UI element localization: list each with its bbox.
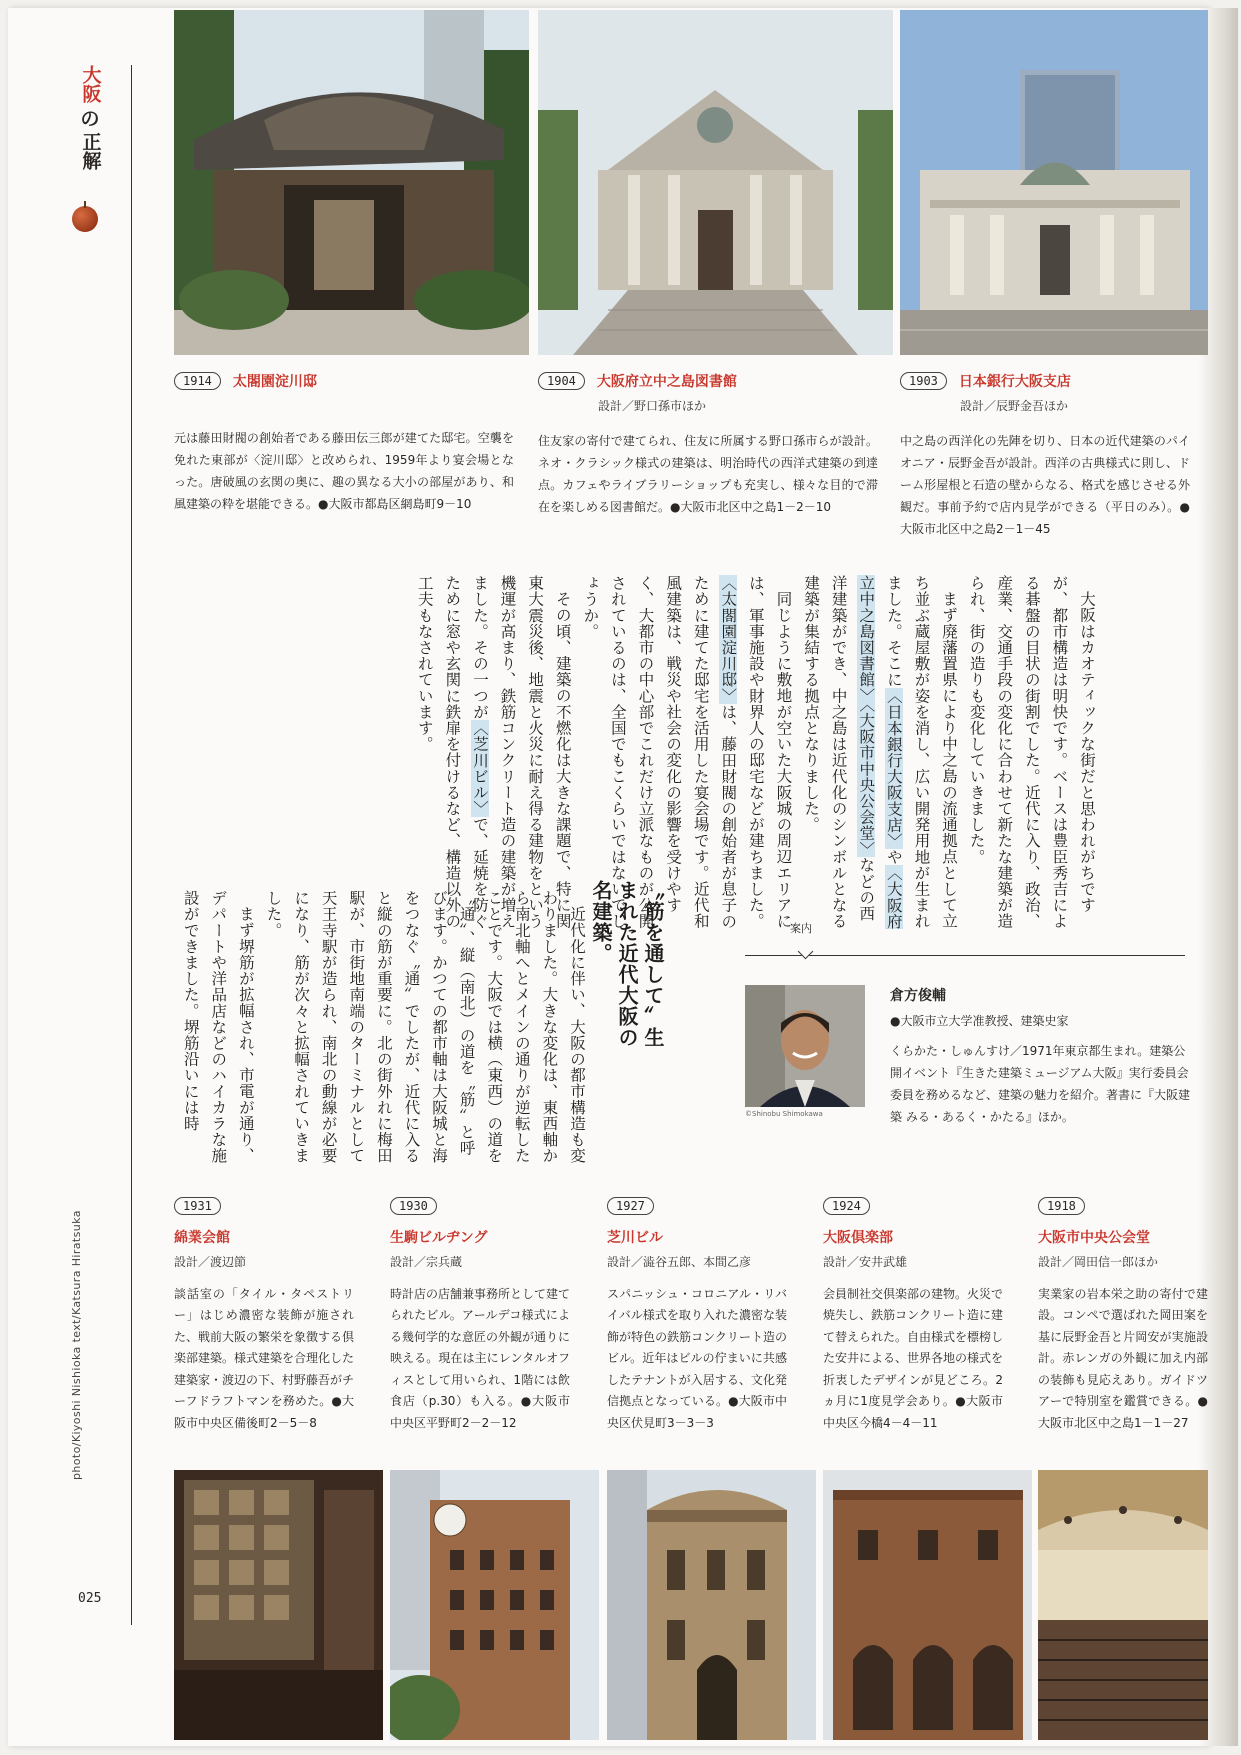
guide-title: ●大阪市立大学准教授、建築史家 <box>890 1014 1069 1028</box>
caption-shibakawa <box>607 1195 787 1434</box>
guide-portrait <box>745 985 865 1107</box>
article-text: その頃、建築の不燃化は大きな課題で、特に関東大震災後、地震と火災に耐え得る建物をという機運が高まり、鉄筋コンクリート造の建築が増えました。その一つが <box>470 575 572 930</box>
guide-label: 案内 <box>790 922 812 935</box>
description: スパニッシュ・コロニアル・リバイバル様式を取り入れた濃密な装飾が特色の鉄筋コンクリート造のビル。近年はビルの佇まいに共感したテナントが入居する、文化発信拠点となっている。●大阪市中央区伏見町3－3－3 <box>607 1286 787 1430</box>
article-upper <box>170 575 1100 930</box>
highlight-library: 〈大阪府立中之島図書館〉 <box>857 575 903 930</box>
building-name: 大阪府立中之島図書館 <box>596 373 737 390</box>
credit-text: photo/Kiyoshi Nishioka text/Katsura Hiratsuka <box>70 1210 83 1480</box>
article-text: で、延焼を防ぐために窓や玄関に鉄扉を付けるなど、構造以外の工夫もなされています。 <box>415 575 489 930</box>
building-name: 太閤園淀川邸 <box>232 373 317 390</box>
caption-ikoma <box>390 1195 570 1434</box>
series-title-line1: 大阪 <box>79 65 102 103</box>
highlight-public-hall: 〈大阪市中央公会堂〉 <box>857 703 876 858</box>
description: 実業家の岩本栄之助の寄付で建設。コンペで選ばれた岡田案を基に辰野金吾と片岡安が実施設計。赤レンガの外観に加え内部の装飾も見応えあり。ガイドツアーで特別室を鑑賞できる。●大阪市北区中之島1－1－27 <box>1038 1286 1208 1430</box>
article-text: は、藤田財閥の創始者が息子のために建てた邸宅を活用した宴会場です。近代和風建築は、戦災や社会の変化の影響を受けやすく、大都市の中心部でこれだけ立派なものが公開されているのは、全国でもこくらいではないでしょうか。 <box>581 575 738 930</box>
caption-taikoen <box>174 370 514 515</box>
article-lower <box>170 890 590 1165</box>
caption-mengyo <box>174 1195 354 1434</box>
photo-public-hall-interior <box>1038 1470 1208 1740</box>
year-badge: 1931 <box>174 1197 221 1215</box>
article-paragraph <box>259 890 590 1165</box>
article-text: 大阪はカオティックな街だと思われがちですが、都市構造は明快です。ベースは豊臣秀吉による碁盤の目状の街割でした。近代に入り、政治、産業、交通手段の変化に合わせて新たな建築が造られ、街の造りも変化していきました。 <box>967 575 1096 930</box>
caption-osaka-club <box>823 1195 1003 1434</box>
article-text: などの西洋建築ができ、中之島は近代化のシンボルとなる建築が集結する拠点となりました。 <box>802 575 876 930</box>
apple-icon <box>72 206 98 232</box>
article-paragraph <box>410 575 576 930</box>
photo-ikoma-building <box>390 1470 599 1740</box>
page-number: 025 <box>78 1591 102 1606</box>
description: 住友家の寄付で建てられ、住友に所属する野口孫市らが設計。ネオ・クラシック様式の建築は、明治時代の西洋式建築の到達点。カフェやライブラリーショップも充実し、様々な目的で滞在を楽しめる図書館だ。●大阪市北区中之島1－2－10 <box>538 433 878 514</box>
highlight-shibakawa: 〈芝川ビル〉 <box>470 719 489 817</box>
article-text: や <box>884 848 903 865</box>
building-name: 日本銀行大阪支店 <box>958 373 1071 390</box>
photo-taikoen-yodogawa <box>174 10 529 355</box>
article-paragraph <box>176 890 259 1165</box>
photo-shibakawa-building <box>607 1470 816 1740</box>
caption-public-hall <box>1038 1195 1208 1434</box>
year-badge: 1914 <box>174 372 221 390</box>
designer: 設計／岡田信一郎ほか <box>1038 1254 1159 1269</box>
article-text: 同じように敷地が空いた大阪城の周辺エリアには、軍事施設や財界人の邸宅などが建ちました。 <box>746 575 793 930</box>
designer: 設計／澁谷五郎、本間乙彦 <box>607 1254 752 1269</box>
designer <box>174 397 514 411</box>
article-paragraph <box>796 575 962 930</box>
year-badge: 1927 <box>607 1197 654 1215</box>
description: 談話室の「タイル・タペストリー」はじめ濃密な装飾が施された、戦前大阪の繁栄を象徴する倶楽部建築。様式建築を合理化した建築家・渡辺の下、村野藤吾がチーフドラフトマンを務めた。●大阪市中央区備後町2－5－8 <box>174 1286 355 1430</box>
guide-name: 倉方俊輔 <box>890 988 946 1004</box>
description: 時計店の店舗兼事務所として建てられたビル。アールデコ様式による幾何学的な意匠の外観が通りに映える。現在は主にレンタルオフィスとして用いられ、1階には飲食店（p.30）も入る。●大阪市中央区平野町2－2－12 <box>390 1286 571 1430</box>
photo-mengyo-interior <box>174 1470 383 1740</box>
caption-boj <box>900 370 1190 540</box>
designer: 設計／宗兵蔵 <box>390 1254 463 1269</box>
article-paragraph <box>576 575 797 930</box>
description: 元は藤田財閥の創始者である藤田伝三郎が建てた邸宅。空襲を免れた東部が〈淀川邸〉と改められ、1959年より宴会場となった。唐破風の玄関の奥に、趣の異なる大小の部屋があり、和風建築の粋を堪能できる。●大阪市都島区網島町9－10 <box>174 430 514 511</box>
guide-photo-credit: ©Shinobu Shimokawa <box>745 1110 823 1118</box>
designer: 設計／辰野金吾ほか <box>960 398 1069 413</box>
designer: 設計／野口孫市ほか <box>598 398 707 413</box>
sidebar-rule <box>131 65 132 1625</box>
year-badge: 1918 <box>1038 1197 1085 1215</box>
article-text: まず廃藩置県により中之島の流通拠点として立ち並ぶ蔵屋敷が姿を消し、広い開発用地が生まれました。そこに <box>884 575 959 930</box>
year-badge: 1930 <box>390 1197 437 1215</box>
series-title-no: の <box>80 108 100 130</box>
article-text: まず堺筋が拡幅され、市電が通り、デパートや洋品店などのハイカラな施設ができました。堺筋沿いには時 <box>181 890 255 1164</box>
year-badge: 1924 <box>823 1197 870 1215</box>
building-name: 芝川ビル <box>607 1229 663 1246</box>
year-badge: 1904 <box>538 372 585 390</box>
caption-library <box>538 370 878 518</box>
designer: 設計／渡辺節 <box>174 1254 247 1269</box>
section-heading: 〝筋を通して〟生まれた近代大阪の名建築。 <box>589 880 665 1048</box>
highlight-boj: 〈日本銀行大阪支店〉 <box>884 687 903 849</box>
building-name: 綿業会館 <box>174 1229 230 1246</box>
description: 会員制社交倶楽部の建物。火災で焼失し、鉄筋コンクリート造に建て替えられた。自由様式を標榜した安井による、世界各地の様式を折衷したデザインが見どころ。2ヵ月に1度見学会あり。●大阪市中央区今橋4－4－11 <box>823 1286 1004 1430</box>
description: 中之島の西洋化の先陣を切り、日本の近代建築のパイオニア・辰野金吾が設計。西洋の古典様式に則し、ドーム形屋根と石造の壁からなる、格式を感じさせる外観だ。事前予約で店内見学ができる（平日のみ）。●大阪市北区中之島2－1－45 <box>900 433 1190 536</box>
photo-nakanoshima-library <box>538 10 893 355</box>
photo-text-credit <box>70 1210 100 1480</box>
guide-rule <box>745 955 1185 956</box>
series-title <box>70 65 110 174</box>
photo-osaka-club <box>823 1470 1032 1740</box>
building-name: 生駒ビルヂング <box>390 1229 488 1246</box>
year-badge: 1903 <box>900 372 947 390</box>
designer: 設計／安井武雄 <box>823 1254 908 1269</box>
photo-boj-osaka <box>900 10 1208 355</box>
article-text: 近代化に伴い、大阪の都市構造も変わりました。大きな変化は、東西軸から南北軸へとメインの通りが逆転したことです。大阪では横（東西）の道を〝通〟、縦（南北）の道を〝筋〟と呼びます。かつての都市軸は大阪城と海をつなぐ〝通〟でしたが、近代に入ると縦の筋が重要に。北の街外れに梅田駅が、市街地南端のターミナルとして天王寺駅が造られ、南北の動線が必要になり、筋が次々と拡幅されていきました。 <box>264 890 586 1164</box>
guide-bio: くらかた・しゅんすけ／1971年東京都生まれ。建築公開イベント『生きた建築ミュージアム大阪』実行委員会委員を務めるなど、建築の魅力を紹介。著書に『大阪建築 みる・あるく・かたる』ほか。 <box>890 1044 1191 1124</box>
highlight-taikoen: 〈太閤園淀川邸〉 <box>719 575 738 704</box>
series-title-line2: 正解 <box>79 132 102 170</box>
building-name: 大阪市中央公会堂 <box>1038 1229 1150 1246</box>
article-paragraph <box>962 575 1100 930</box>
building-name: 大阪倶楽部 <box>823 1229 893 1246</box>
